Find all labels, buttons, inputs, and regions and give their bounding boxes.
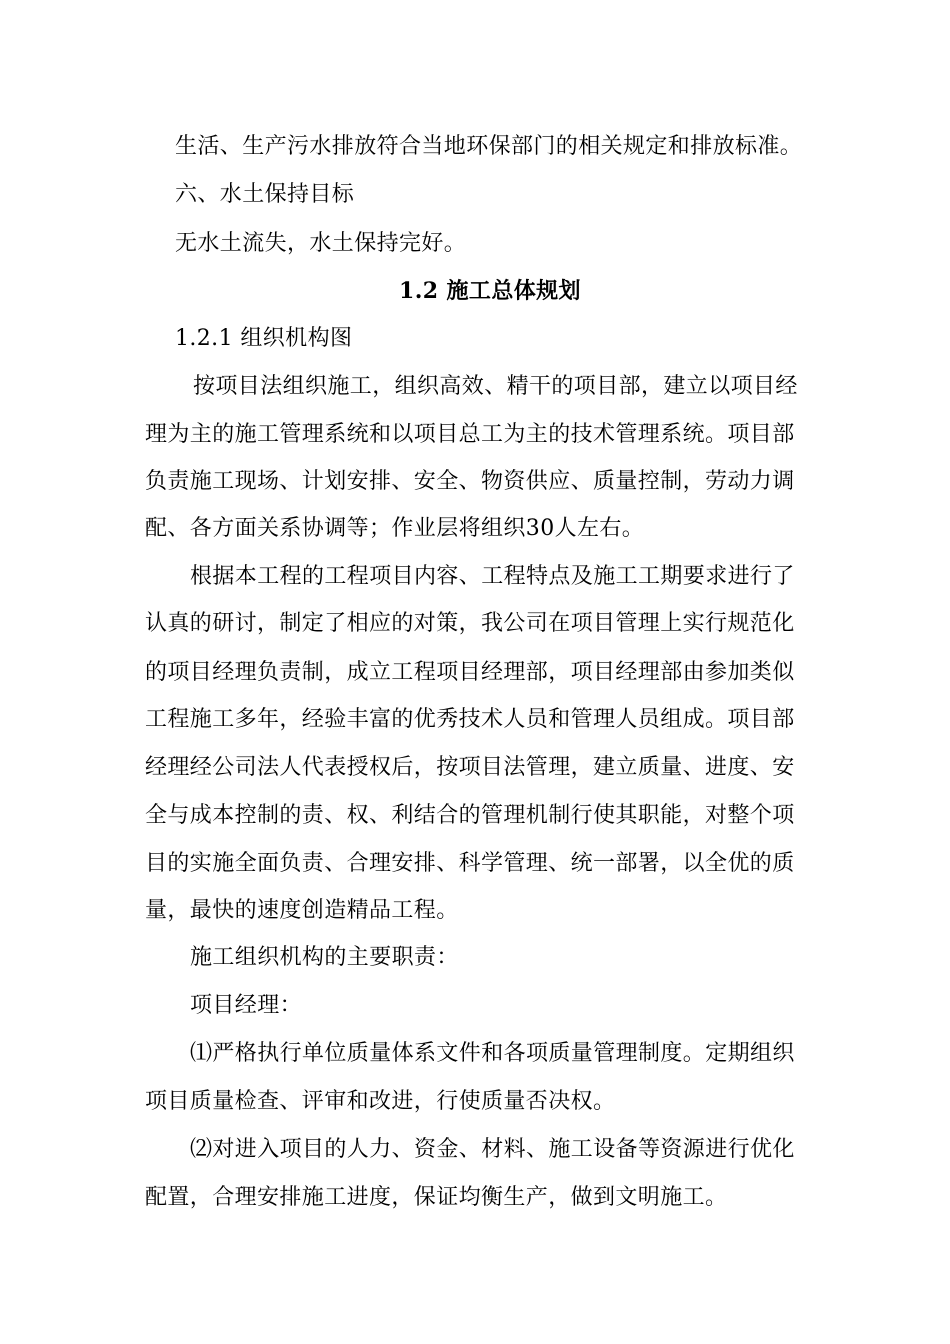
paragraph-line: 量，最快的速度创造精品工程。 (145, 898, 459, 923)
subsection-heading: 1.2.1 组织机构图 (175, 326, 353, 351)
paragraph-line: 施工组织机构的主要职责： (190, 945, 459, 970)
list-item-line: 配置，合理安排施工进度，保证均衡生产，做到文明施工。 (145, 1185, 728, 1210)
paragraph-line: 认真的研讨，制定了相应的对策，我公司在项目管理上实行规范化 (145, 611, 795, 636)
paragraph-line: 根据本工程的工程项目内容、工程特点及施工工期要求进行了 (190, 564, 795, 589)
list-item-line: ⑴严格执行单位质量体系文件和各项质量管理制度。定期组织 (190, 1041, 795, 1066)
section-heading: 六、水土保持目标 (175, 182, 355, 207)
section-title: 1.2 施工总体规划 (399, 278, 581, 304)
paragraph-line: 无水土流失，水土保持完好。 (175, 231, 467, 256)
paragraph-line: 工程施工多年，经验丰富的优秀技术人员和管理人员组成。项目部 (145, 707, 795, 732)
paragraph-line: 理为主的施工管理系统和以项目总工为主的技术管理系统。项目部 (145, 422, 795, 447)
paragraph-line: 全与成本控制的责、权、利结合的管理机制行使其职能，对整个项 (145, 803, 795, 828)
paragraph-line: 负责施工现场、计划安排、安全、物资供应、质量控制，劳动力调 (145, 469, 795, 494)
paragraph-line: 按项目法组织施工，组织高效、精干的项目部，建立以项目经 (193, 374, 798, 399)
list-item-line: 项目质量检查、评审和改进，行使质量否决权。 (145, 1089, 616, 1114)
paragraph-line: 目的实施全面负责、合理安排、科学管理、统一部署，以全优的质 (145, 851, 795, 876)
paragraph-line: 经理经公司法人代表授权后，按项目法管理，建立质量、进度、安 (145, 755, 795, 780)
paragraph-line: 的项目经理负责制，成立工程项目经理部，项目经理部由参加类似 (145, 660, 795, 685)
list-item-line: ⑵对进入项目的人力、资金、材料、施工设备等资源进行优化 (190, 1137, 795, 1162)
paragraph-line: 项目经理： (190, 993, 303, 1018)
paragraph-line: 配、各方面关系协调等；作业层将组织30人左右。 (145, 516, 645, 541)
paragraph-line: 生活、生产污水排放符合当地环保部门的相关规定和排放标准。 (175, 134, 803, 159)
